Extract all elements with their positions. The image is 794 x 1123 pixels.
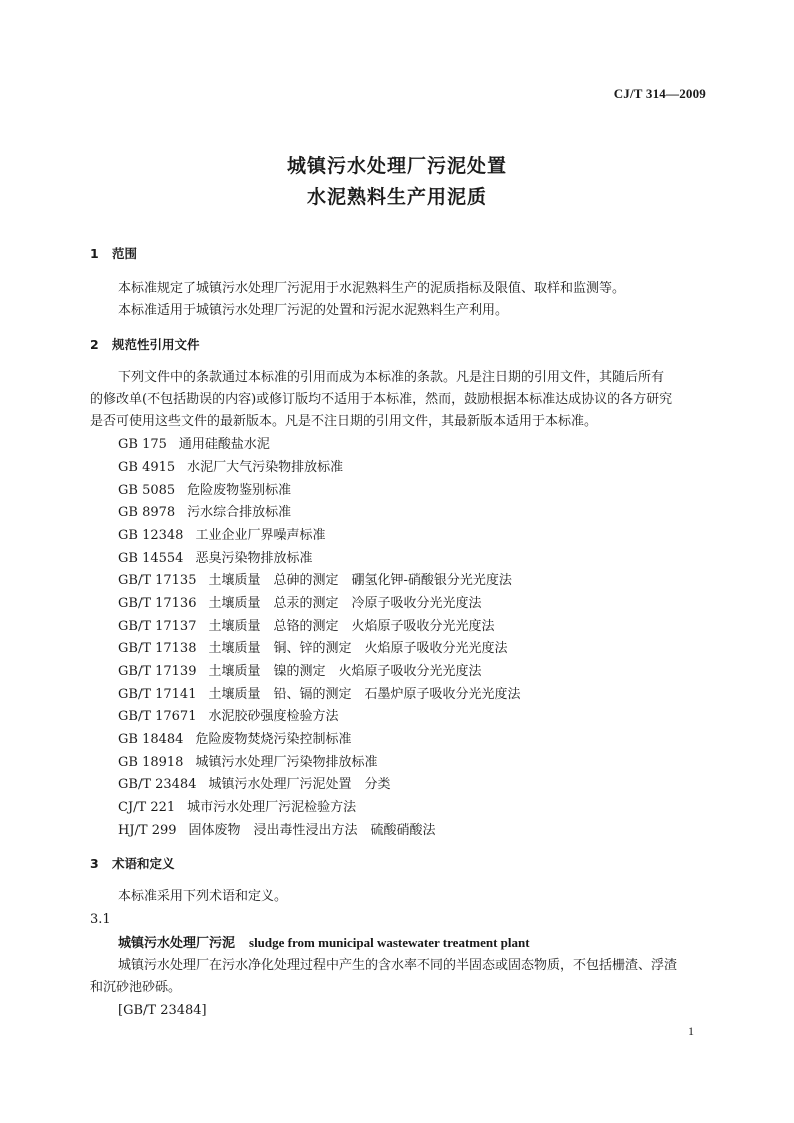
section-number: 3 [90,856,99,871]
reference-item [118,641,508,657]
term-chinese: 城镇污水处理厂污泥 [118,936,236,951]
reference-title: 土壤质量 铅、镉的测定 石墨炉原子吸收分光光度法 [208,687,521,702]
reference-code: GB 175 [118,437,167,452]
section-title: 规范性引用文件 [112,337,200,352]
reference-title: 危险废物焚烧污染控制标准 [195,732,352,747]
section-1-heading [90,246,137,262]
reference-code: GB/T 17139 [118,664,197,679]
section-3-paragraph: 本标准采用下列术语和定义。 [118,889,288,904]
reference-title: 水泥厂大气污染物排放标准 [187,460,344,475]
reference-code: GB/T 23484 [118,777,197,792]
section-title: 术语和定义 [112,856,175,871]
section-2-heading [90,337,200,353]
reference-title: 恶臭污染物排放标准 [195,551,313,566]
reference-title: 城市污水处理厂污泥检验方法 [187,800,357,815]
reference-item [118,596,482,612]
reference-item [118,823,436,839]
reference-title: 工业企业厂界噪声标准 [195,528,326,543]
reference-code: GB/T 17141 [118,687,197,702]
reference-title: 土壤质量 总汞的测定 冷原子吸收分光光度法 [208,596,482,611]
reference-item [118,528,325,544]
term-source: [GB/T 23484] [118,1003,207,1018]
reference-code: GB/T 17135 [118,573,197,588]
reference-title: 污水综合排放标准 [187,505,292,520]
term-definition-line-1: 城镇污水处理厂在污水净化处理过程中产生的含水率不同的半固态或固态物质，不包括栅渣、浮渣 [118,958,678,973]
section-title: 范围 [112,246,138,261]
section-3-heading [90,856,175,872]
reference-item [118,619,495,635]
reference-code: CJ/T 221 [118,800,176,815]
reference-item [118,460,343,476]
reference-code: GB/T 17138 [118,641,197,656]
reference-item [118,777,391,793]
standard-code: CJ/T 314—2009 [613,86,706,101]
reference-code: GB 18918 [118,755,184,770]
document-title-line1: 城镇污水处理厂污泥处置 [286,155,507,177]
reference-item [118,437,270,453]
reference-item [118,755,377,771]
reference-title: 城镇污水处理厂污泥处置 分类 [208,777,391,792]
reference-title: 危险废物鉴别标准 [187,483,292,498]
reference-code: GB 8978 [118,505,176,520]
reference-item [118,573,512,589]
reference-code: GB/T 17671 [118,709,197,724]
reference-item [118,687,521,703]
reference-item [118,551,312,567]
section-number: 2 [90,337,99,352]
section-2-intro-line-2: 的修改单(不包括勘误的内容)或修订版均不适用于本标准，然而，鼓励根据本标准达成协议的各方研究 [90,392,673,407]
reference-code: HJ/T 299 [118,823,177,838]
reference-item [118,709,339,725]
section-1-paragraph-2: 本标准适用于城镇污水处理厂污泥的处置和污泥水泥熟料生产利用。 [118,303,509,318]
reference-code: GB/T 17136 [118,596,197,611]
reference-item [118,505,291,521]
reference-title: 土壤质量 铜、锌的测定 火焰原子吸收分光光度法 [208,641,508,656]
reference-code: GB 12348 [118,528,184,543]
section-number: 1 [90,246,99,261]
reference-title: 土壤质量 总铬的测定 火焰原子吸收分光光度法 [208,619,495,634]
reference-code: GB 14554 [118,551,184,566]
reference-code: GB 18484 [118,732,184,747]
page-number: 1 [688,1024,694,1038]
subsection-number: 3.1 [90,912,111,927]
document-title-line2: 水泥熟料生产用泥质 [306,186,487,208]
reference-item [118,664,482,680]
reference-title: 土壤质量 总砷的测定 硼氢化钾-硝酸银分光光度法 [208,573,512,588]
reference-title: 城镇污水处理厂污染物排放标准 [195,755,378,770]
section-2-intro-line-1: 下列文件中的条款通过本标准的引用而成为本标准的条款。凡是注日期的引用文件，其随后所有 [118,370,665,385]
reference-code: GB 4915 [118,460,176,475]
reference-title: 通用硅酸盐水泥 [178,437,270,452]
term-entry [118,935,530,952]
reference-item [118,732,351,748]
reference-title: 水泥胶砂强度检验方法 [208,709,339,724]
reference-code: GB 5085 [118,483,176,498]
section-1-paragraph-1: 本标准规定了城镇污水处理厂污泥用于水泥熟料生产的泥质指标及限值、取样和监测等。 [118,281,626,296]
reference-code: GB/T 17137 [118,619,197,634]
term-definition-line-2: 和沉砂池砂砾。 [90,980,182,995]
reference-title: 固体废物 浸出毒性浸出方法 硫酸硝酸法 [188,823,436,838]
section-2-intro-line-3: 是否可使用这些文件的最新版本。凡是不注日期的引用文件，其最新版本适用于本标准。 [90,414,598,429]
reference-title: 土壤质量 镍的测定 火焰原子吸收分光光度法 [208,664,482,679]
reference-item [118,483,291,499]
reference-item [118,800,356,816]
term-english: sludge from municipal wastewater treatment plant [249,935,530,950]
